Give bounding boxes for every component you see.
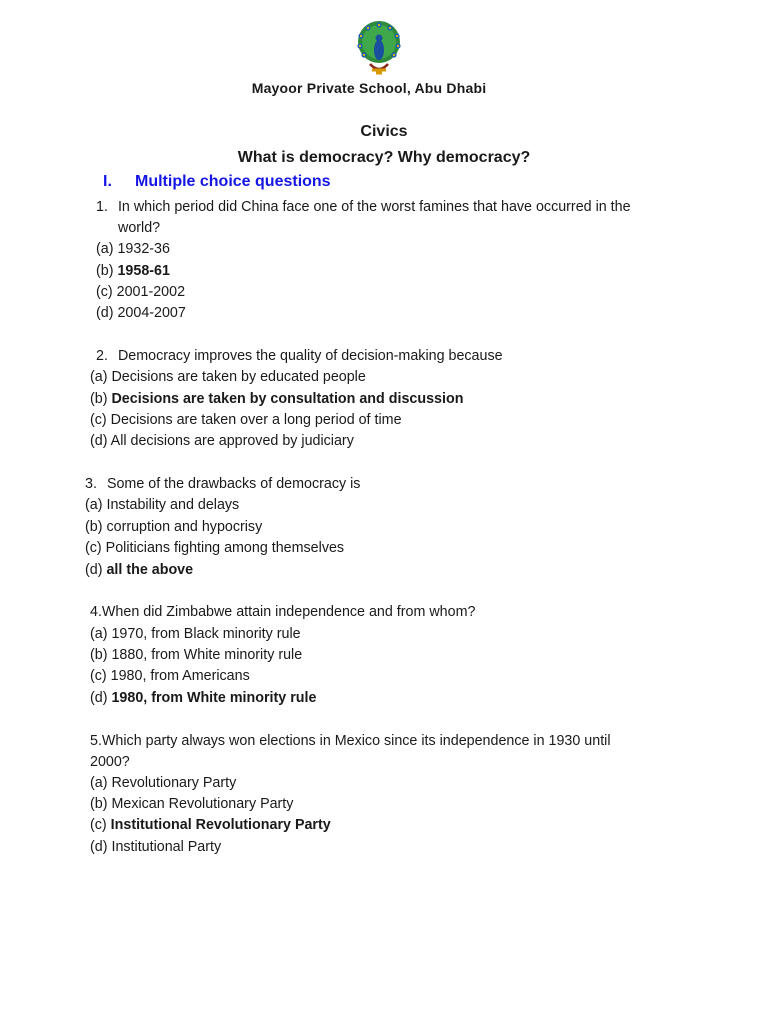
option-label: (d) [90,690,108,706]
option-5b [90,794,293,815]
question-text: Democracy improves the quality of decision-making because [117,348,503,364]
option-label: (d) [90,839,108,855]
question-2 [96,346,503,367]
option-label: (a) [90,775,108,791]
question-text: Some of the drawbacks of democracy is [106,476,361,492]
option-1a [96,239,170,260]
option-label: (b) [90,796,108,812]
option-label: (c) [90,412,107,428]
option-text: 1980, from Americans [110,668,250,684]
option-label: (c) [90,817,107,833]
option-text: Decisions are taken by educated people [111,369,366,385]
option-text: All decisions are approved by judiciary [110,433,354,449]
question-text: In which period did China face one of the worst famines that have occurred in the [117,199,631,215]
option-label: (a) [96,241,114,257]
correct-answer: 1958-61 [117,263,170,279]
option-1c [96,282,185,303]
option-label: (c) [96,284,113,300]
question-1-line-2: world? [118,220,161,236]
option-5a [90,773,236,794]
subject-title: Civics [360,123,408,140]
option-text: Politicians fighting among themselves [105,540,345,556]
question-1-line-1 [96,197,631,218]
option-text: Decisions are taken over a long period of time [110,412,402,428]
peacock-logo-icon [352,20,406,78]
option-text: 2001-2002 [116,284,186,300]
option-label: (d) [85,562,103,578]
option-label: (a) [90,369,108,385]
option-label: (b) [96,263,114,279]
option-1d [96,303,186,324]
option-3d [85,560,193,581]
question-3 [85,474,360,495]
option-text: 2004-2007 [117,305,186,321]
option-5c [90,815,331,836]
option-4d [90,688,316,709]
option-label: (b) [90,647,108,663]
option-text: corruption and hypocrisy [106,519,263,535]
option-2c [90,410,402,431]
correct-answer: Decisions are taken by consultation and discussion [111,391,464,407]
option-text: Revolutionary Party [111,775,237,791]
option-2b [90,389,463,410]
option-label: (c) [90,668,107,684]
option-3a [85,495,239,516]
section-title: Multiple choice questions [135,173,331,190]
option-label: (d) [90,433,108,449]
section-number: I. [103,173,112,190]
option-text: 1880, from White minority rule [111,647,303,663]
chapter-title: What is democracy? Why democracy? [237,149,531,166]
option-3b [85,517,262,538]
option-2d [90,431,354,452]
option-label: (a) [85,497,103,513]
option-text: Instability and delays [106,497,240,513]
option-5d [90,837,221,858]
option-text: 1932-36 [117,241,170,257]
question-number: 1. [96,199,108,215]
option-label: (a) [90,626,108,642]
option-4a [90,624,301,645]
correct-answer: 1980, from White minority rule [111,690,317,706]
correct-answer: Institutional Revolutionary Party [110,817,331,833]
question-number: 3. [85,476,97,492]
option-4b [90,645,302,666]
option-label: (b) [85,519,103,535]
option-label: (c) [85,540,102,556]
question-5-line-2: 2000? [90,754,130,770]
question-5-line-1: 5.Which party always won elections in Mexico since its independence in 1930 until [90,733,611,749]
option-label: (d) [96,305,114,321]
school-name: Mayoor Private School, Abu Dhabi [251,80,487,96]
option-text: 1970, from Black minority rule [111,626,301,642]
option-4c [90,666,250,687]
option-text: Institutional Party [111,839,222,855]
option-2a [90,367,366,388]
option-text: Mexican Revolutionary Party [111,796,294,812]
correct-answer: all the above [106,562,194,578]
option-1b [96,261,170,282]
question-number: 2. [96,348,108,364]
question-4: 4.When did Zimbabwe attain independence and from whom? [90,604,476,620]
section-heading [103,173,331,191]
option-3c [85,538,344,559]
option-label: (b) [90,391,108,407]
